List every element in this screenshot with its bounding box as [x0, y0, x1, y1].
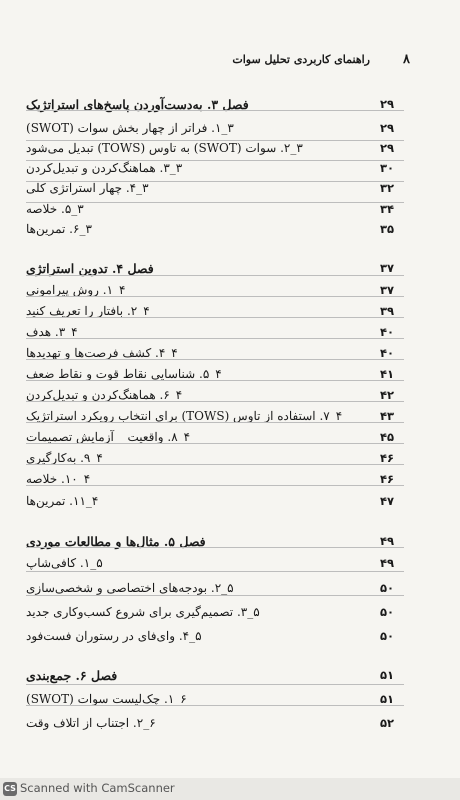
scanner-watermark	[0, 778, 460, 800]
toc-item-title: ۶_۲. اجتناب از اتلاف وقت	[26, 716, 156, 730]
toc-item-row	[26, 384, 404, 406]
page-number: ۸	[403, 52, 410, 67]
row-divider	[26, 338, 404, 339]
toc-item-title: ۳_۳. هماهنگ‌کردن و تبدیل‌کردن	[26, 161, 183, 175]
toc-page-number: ۵۰	[380, 581, 395, 595]
toc-item-title: ۵_۲. بودجه‌های اختصاصی و شخصی‌سازی	[26, 581, 234, 595]
toc-item-row	[26, 712, 404, 734]
toc-item-row	[26, 279, 404, 301]
toc-page-number: ۴۵	[380, 430, 395, 444]
toc-chapter-row	[26, 530, 404, 552]
toc-page-number: ۵۱	[380, 668, 395, 682]
toc-page-number: ۵۰	[380, 605, 395, 619]
toc-page-number: ۴۰	[380, 325, 395, 339]
toc-page-number: ۴۱	[380, 367, 395, 381]
toc-item-title: ۵_۳. تصمیم‌گیری برای شروع کسب‌وکاری جدید	[26, 605, 260, 619]
row-divider	[26, 359, 404, 360]
row-divider	[26, 464, 404, 465]
row-divider	[26, 275, 404, 276]
row-divider	[26, 422, 404, 423]
toc-item-title: ۴_۱۱. تمرین‌ها	[26, 494, 99, 508]
toc-chapter-title: فصل ۵. مثال‌ها و مطالعات موردی	[26, 533, 206, 549]
running-title: راهنمای کاربردی تحلیل سوات	[232, 53, 370, 66]
row-divider	[26, 181, 404, 182]
row-divider	[26, 705, 404, 706]
toc-page-number: ۴۶	[380, 472, 395, 486]
toc-item-title: ۴_۹. به‌کارگیری	[26, 451, 103, 465]
toc-page-number: ۳۲	[380, 181, 395, 195]
toc-item-row	[26, 117, 404, 139]
toc-page-number: ۳۵	[380, 222, 395, 236]
toc-item-row	[26, 447, 404, 469]
row-divider	[26, 110, 404, 111]
toc-item-row	[26, 625, 404, 647]
page-header	[0, 52, 460, 72]
toc-page-number: ۳۴	[380, 202, 395, 216]
toc-item-title: ۴_۶. هماهنگ‌کردن و تبدیل‌کردن	[26, 388, 183, 402]
toc-item-row	[26, 490, 404, 512]
row-divider	[26, 296, 404, 297]
toc-page-number: ۴۷	[380, 494, 395, 508]
toc-item-row	[26, 405, 404, 427]
toc-page-number: ۵۲	[380, 716, 395, 730]
toc-item-title: ۵_۱. کافی‌شاپ	[26, 556, 103, 570]
row-divider	[26, 401, 404, 402]
toc-item-title: ۴_۱. روش پیرامونی	[26, 283, 126, 297]
toc-page-number: ۳۷	[380, 261, 395, 275]
toc-item-title: ۶_۱. چک‌لیست سوات (SWOT)	[26, 692, 187, 706]
row-divider	[26, 595, 404, 596]
toc-page-number: ۴۹	[380, 534, 395, 548]
toc-page-number: ۴۰	[380, 346, 395, 360]
toc-page-number: ۲۹	[380, 121, 395, 135]
toc-page-number: ۴۹	[380, 556, 395, 570]
toc-item-row	[26, 601, 404, 623]
toc-item-title: ۳_۲. سوات (SWOT) به تاوس (TOWS) تبدیل می‌شود	[26, 141, 303, 155]
row-divider	[26, 140, 404, 141]
toc-page-number: ۵۱	[380, 692, 395, 706]
toc-page-number: ۳۹	[380, 304, 395, 318]
toc-item-title: ۳_۱. فراتر از چهار بخش سوات (SWOT)	[26, 121, 234, 135]
camscanner-icon: CS	[3, 782, 17, 796]
toc-page-number: ۳۷	[380, 283, 395, 297]
toc-item-title: ۳_۴. چهار استراتژی کلی	[26, 181, 149, 195]
toc-item-title: ۴_۴. کشف فرصت‌ها و تهدیدها	[26, 346, 178, 360]
row-divider	[26, 317, 404, 318]
toc-item-row	[26, 426, 404, 448]
scanner-text: Scanned with CamScanner	[20, 781, 175, 795]
toc-item-row	[26, 300, 404, 322]
toc-chapter-row	[26, 93, 404, 115]
toc-item-row	[26, 468, 404, 490]
row-divider	[26, 485, 404, 486]
toc-page-number: ۴۲	[380, 388, 395, 402]
toc-item-title: ۵_۴. وای‌فای در رستوران فست‌فود	[26, 629, 202, 643]
row-divider	[26, 443, 404, 444]
toc-item-row	[26, 321, 404, 343]
toc-chapter-title: فصل ۶. جمع‌بندی	[26, 667, 118, 683]
toc-item-title: ۴_۸. واقعیت _ آزمایش تصمیمات	[26, 430, 191, 444]
toc-page-number: ۵۰	[380, 629, 395, 643]
toc-chapter-row	[26, 664, 404, 686]
row-divider	[26, 547, 404, 548]
toc-page-number: ۴۳	[380, 409, 395, 423]
row-divider	[26, 160, 404, 161]
toc-page-number: ۲۹	[380, 97, 395, 111]
toc-page-number: ۲۹	[380, 141, 395, 155]
toc-item-title: ۴_۳. هدف	[26, 325, 78, 339]
toc-item-title: ۳_۶. تمرین‌ها	[26, 222, 92, 236]
toc-item-row	[26, 342, 404, 364]
row-divider	[26, 684, 404, 685]
toc-page-number: ۴۶	[380, 451, 395, 465]
row-divider	[26, 380, 404, 381]
toc-item-title: ۴_۷. استفاده از تاوس (TOWS) برای انتخاب رویکرد استراتژیک	[26, 409, 343, 423]
toc-item-title: ۳_۵. خلاصه	[26, 202, 84, 216]
row-divider	[26, 202, 404, 203]
toc-chapter-title: فصل ۴. تدوین استراتژی	[26, 260, 154, 276]
toc-item-title: ۴_۲. بافتار را تعریف کنید	[26, 304, 150, 318]
toc-item-row	[26, 363, 404, 385]
toc-page-number: ۳۰	[380, 161, 395, 175]
toc-item-title: ۴_۵. شناسایی نقاط قوت و نقاط ضعف	[26, 367, 222, 381]
toc-item-title: ۴_۱۰. خلاصه	[26, 472, 91, 486]
toc-item-row	[26, 688, 404, 710]
toc-item-row	[26, 218, 404, 240]
toc-chapter-title: فصل ۳. به‌دست‌آوردن پاسخ‌های استراتژیک	[26, 96, 249, 112]
row-divider	[26, 571, 404, 572]
